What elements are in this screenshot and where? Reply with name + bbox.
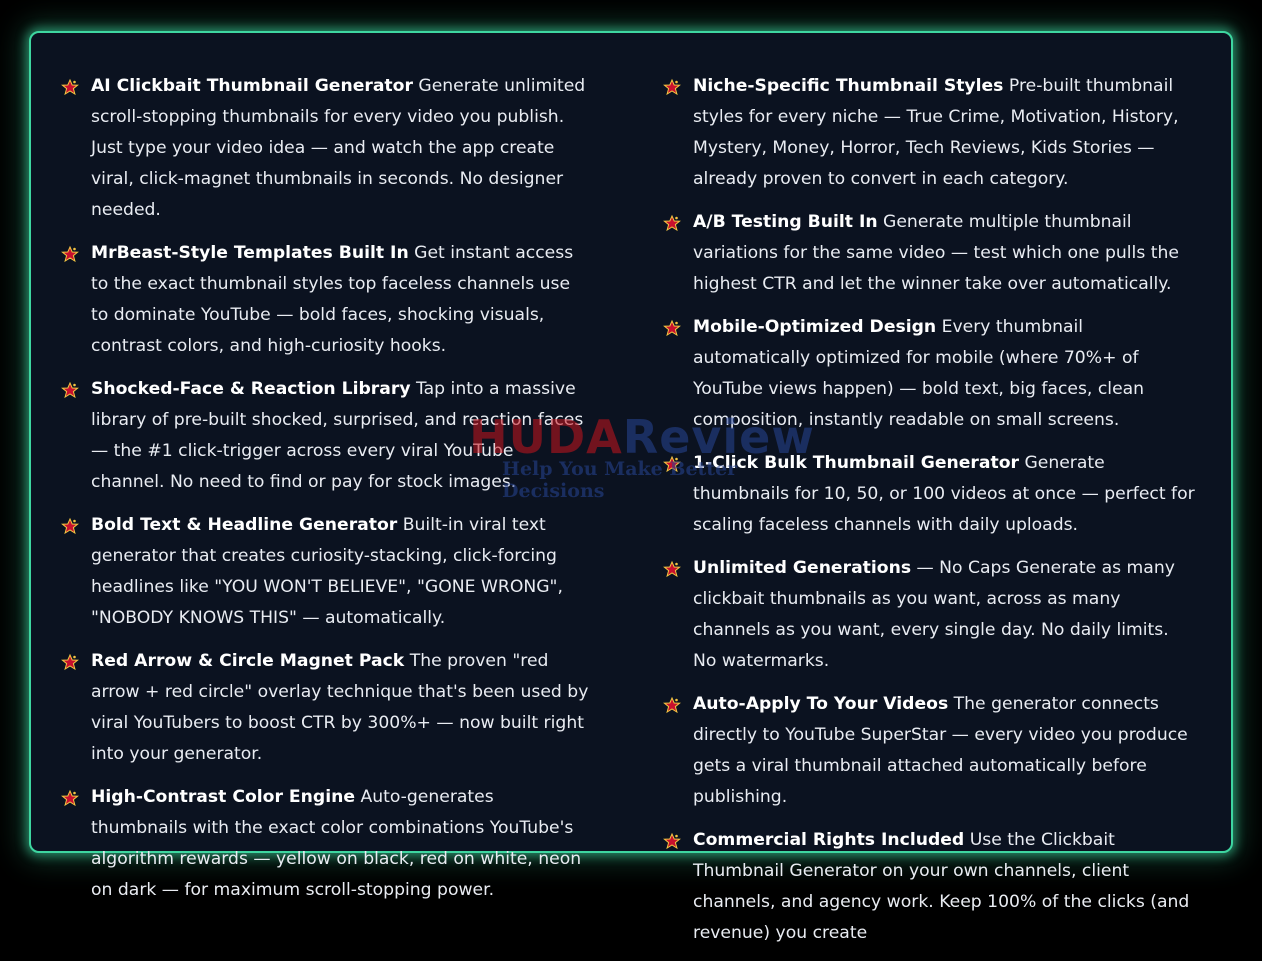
- watermark-logo-part1: HUDA: [469, 410, 623, 464]
- features-left-column: [61, 71, 591, 918]
- feature-item: [61, 782, 591, 906]
- star-icon: [663, 833, 681, 849]
- feature-text: Generate thumbnails for 10, 50, or 100 videos at once — perfect for scaling faceless channels with daily uploads.: [693, 453, 1195, 535]
- feature-title: Red Arrow & Circle Magnet Pack: [91, 651, 405, 671]
- feature-title: A/B Testing Built In: [693, 212, 878, 232]
- feature-item: [61, 238, 591, 362]
- feature-item: [61, 646, 591, 770]
- feature-item: [663, 312, 1195, 436]
- features-right-column: [663, 71, 1195, 961]
- star-icon: [61, 246, 79, 262]
- feature-title: Niche-Specific Thumbnail Styles: [693, 76, 1004, 96]
- star-icon: [663, 215, 681, 231]
- feature-item: [61, 510, 591, 634]
- feature-title: Shocked-Face & Reaction Library: [91, 379, 411, 399]
- feature-item: [663, 825, 1195, 949]
- feature-item: [663, 71, 1195, 195]
- star-icon: [61, 518, 79, 534]
- star-icon: [663, 561, 681, 577]
- feature-title: Auto-Apply To Your Videos: [693, 694, 949, 714]
- feature-text: — No Caps Generate as many clickbait thumbnails as you want, across as many channels as you want, every single day. No daily limits. No watermarks.: [693, 558, 1175, 671]
- feature-item: [61, 71, 591, 226]
- feature-title: High-Contrast Color Engine: [91, 787, 355, 807]
- feature-title: Commercial Rights Included: [693, 830, 965, 850]
- star-icon: [663, 697, 681, 713]
- feature-item: [663, 448, 1195, 541]
- feature-text: Use the Clickbait Thumbnail Generator on your own channels, client channels, and agency work. Keep 100% of the clicks (and revenue) you create: [693, 830, 1190, 943]
- watermark-tagline: Help You Make Better Decisions: [502, 458, 738, 502]
- feature-text: The generator connects directly to YouTube SuperStar — every video you produce gets a viral thumbnail attached automatically before publishing.: [693, 694, 1188, 807]
- feature-item: [663, 207, 1195, 300]
- feature-text: Tap into a massive library of pre-built shocked, surprised, and reaction faces — the #1 click-trigger across every viral YouTube channel. No need to find or pay for stock images.: [91, 379, 584, 492]
- feature-text: The proven "red arrow + red circle" overlay technique that's been used by viral YouTubers to boost CTR by 300%+ — now built right into your generator.: [91, 651, 589, 764]
- feature-title: MrBeast-Style Templates Built In: [91, 243, 409, 263]
- feature-text: Auto-generates thumbnails with the exact color combinations YouTube's algorithm rewards — yellow on black, red on white, neon on dark — for maximum scroll-stopping power.: [91, 787, 582, 900]
- feature-title: 1-Click Bulk Thumbnail Generator: [693, 453, 1019, 473]
- feature-title: Bold Text & Headline Generator: [91, 515, 398, 535]
- feature-item: [663, 553, 1195, 677]
- features-panel: [29, 31, 1233, 943]
- star-icon: [61, 79, 79, 95]
- star-icon: [61, 382, 79, 398]
- feature-title: AI Clickbait Thumbnail Generator: [91, 76, 413, 96]
- feature-title: Mobile-Optimized Design: [693, 317, 937, 337]
- feature-text: Pre-built thumbnail styles for every niche — True Crime, Motivation, History, Mystery, Money, Horror, Tech Reviews, Kids Stories — already proven to convert in each category.: [693, 76, 1179, 189]
- feature-text: Get instant access to the exact thumbnail styles top faceless channels use to dominate YouTube — bold faces, shocking visuals, contrast colors, and high-curiosity hooks.: [91, 243, 574, 356]
- feature-text: Every thumbnail automatically optimized for mobile (where 70%+ of YouTube views happen) — bold text, big faces, clean composition, instantly readable on small screens.: [693, 317, 1145, 430]
- feature-title: Unlimited Generations: [693, 558, 912, 578]
- feature-item: [61, 374, 591, 498]
- feature-text: Generate multiple thumbnail variations for the same video — test which one pulls the highest CTR and let the winner take over automatically.: [693, 212, 1179, 294]
- star-icon: [663, 320, 681, 336]
- feature-text: Built-in viral text generator that creates curiosity-stacking, click-forcing headlines like "YOU WON'T BELIEVE", "GONE WRONG", "NOBODY KNOWS THIS" — automatically.: [91, 515, 563, 628]
- star-icon: [663, 456, 681, 472]
- star-icon: [61, 654, 79, 670]
- star-icon: [663, 79, 681, 95]
- watermark-logo-part2: Review: [622, 410, 815, 464]
- feature-item: [663, 689, 1195, 813]
- feature-text: Generate unlimited scroll-stopping thumbnails for every video you publish. Just type your video idea — and watch the app create viral, click-magnet thumbnails in seconds. No designer needed.: [91, 76, 586, 220]
- star-icon: [61, 790, 79, 806]
